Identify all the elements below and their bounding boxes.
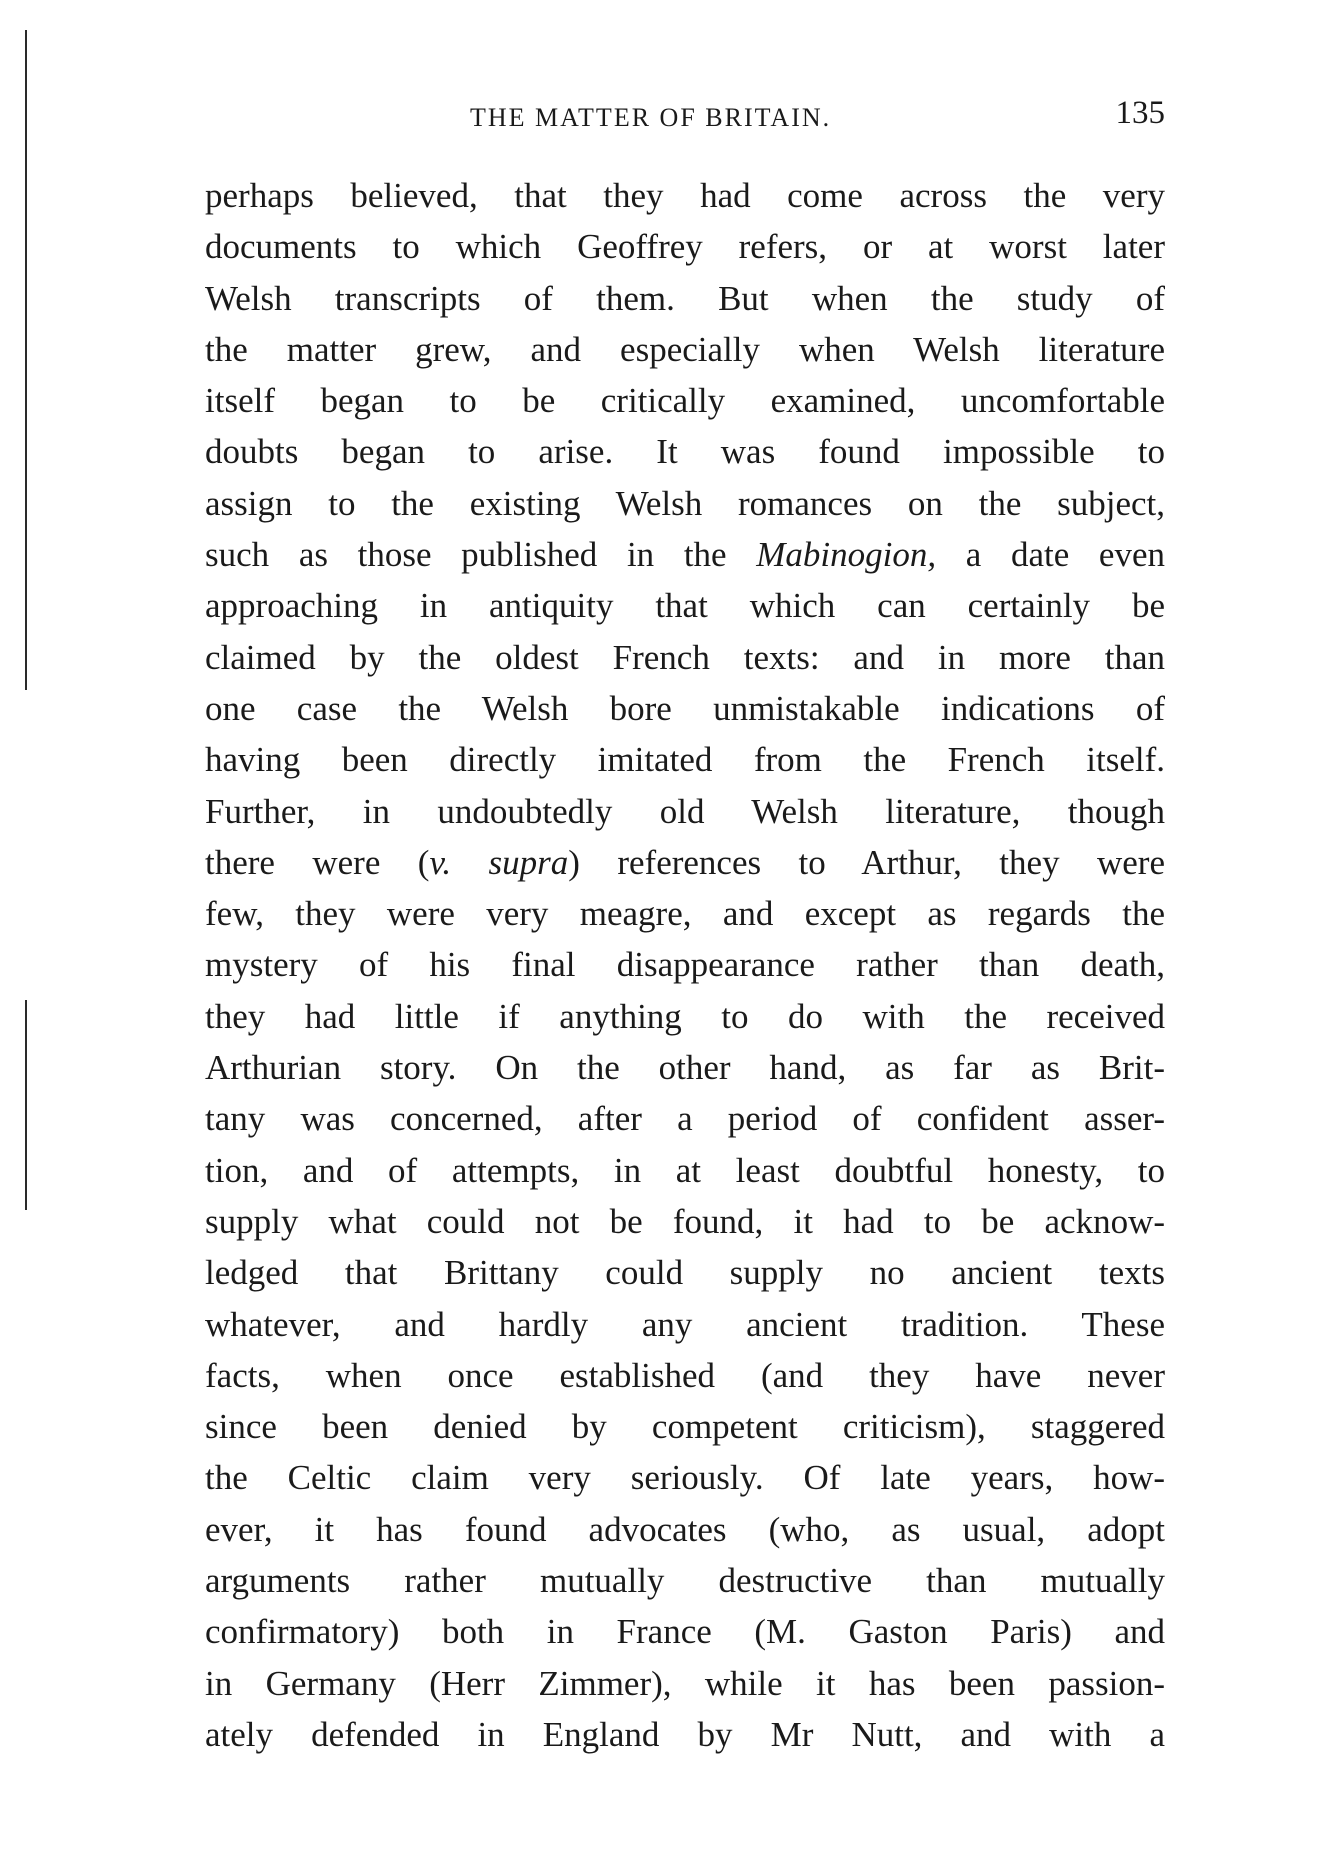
- text-line: mystery of his final disappearance rather than death,: [205, 945, 1165, 985]
- text-line: Welsh transcripts of them. But when the study of: [205, 278, 1165, 318]
- text-line: few, they were very meagre, and except as regards the: [205, 894, 1165, 934]
- text-line: ever, it has found advocates (who, as usual, adopt: [205, 1509, 1165, 1549]
- text-line: claimed by the oldest French texts: and in more than: [205, 637, 1165, 677]
- text-line: facts, when once established (and they have never: [205, 1355, 1165, 1395]
- text-segment: there were (: [205, 842, 430, 882]
- text-line: ledged that Brittany could supply no ancient texts: [205, 1253, 1165, 1293]
- text-line: having been directly imitated from the French itself.: [205, 740, 1165, 780]
- text-line: one case the Welsh bore unmistakable indications of: [205, 688, 1165, 728]
- text-line: documents to which Geoffrey refers, or at worst later: [205, 227, 1165, 267]
- page-header: [205, 95, 1165, 145]
- text-segment: a date even: [936, 535, 1165, 575]
- text-line: tion, and of attempts, in at least doubtful honesty, to: [205, 1150, 1165, 1190]
- text-line: tany was concerned, after a period of confident asser-: [205, 1099, 1165, 1139]
- text-line: approaching in antiquity that which can certainly be: [205, 586, 1165, 626]
- text-line: supply what could not be found, it had to be acknow-: [205, 1201, 1165, 1241]
- italic-text: Mabinogion,: [756, 535, 937, 575]
- text-line: Arthurian story. On the other hand, as far as Brit-: [205, 1048, 1165, 1088]
- text-line: doubts began to arise. It was found impossible to: [205, 432, 1165, 472]
- text-line: assign to the existing Welsh romances on the subject,: [205, 483, 1165, 523]
- gutter-line-bottom: [25, 1000, 27, 1210]
- text-line: perhaps believed, that they had come across the very: [205, 176, 1165, 215]
- text-line: arguments rather mutually destructive than mutually: [205, 1561, 1165, 1601]
- text-line: the matter grew, and especially when Welsh literature: [205, 329, 1165, 369]
- running-title: THE MATTER OF BRITAIN.: [470, 103, 832, 132]
- text-segment: ) references to Arthur, they were: [568, 842, 1165, 882]
- text-line: the Celtic claim very seriously. Of late years, how-: [205, 1458, 1165, 1498]
- text-line: Further, in undoubtedly old Welsh literature, though: [205, 791, 1165, 831]
- text-line: [205, 837, 1165, 888]
- text-line: ately defended in England by Mr Nutt, and with a: [205, 1714, 1165, 1754]
- text-line: they had little if anything to do with the received: [205, 996, 1165, 1036]
- page-number: 135: [1115, 95, 1165, 131]
- text-line: in Germany (Herr Zimmer), while it has been passion-: [205, 1663, 1165, 1703]
- text-line: [205, 529, 1165, 580]
- italic-text: v. supra: [429, 842, 569, 882]
- text-line: whatever, and hardly any ancient tradition. These: [205, 1304, 1165, 1344]
- text-line: confirmatory) both in France (M. Gaston Paris) and: [205, 1612, 1165, 1652]
- gutter-line-top: [25, 30, 27, 690]
- text-line: itself began to be critically examined, uncomfortable: [205, 381, 1165, 421]
- text-line: since been denied by competent criticism), staggered: [205, 1407, 1165, 1447]
- text-segment: such as those published in the: [205, 535, 757, 575]
- body-text: [205, 170, 1165, 1760]
